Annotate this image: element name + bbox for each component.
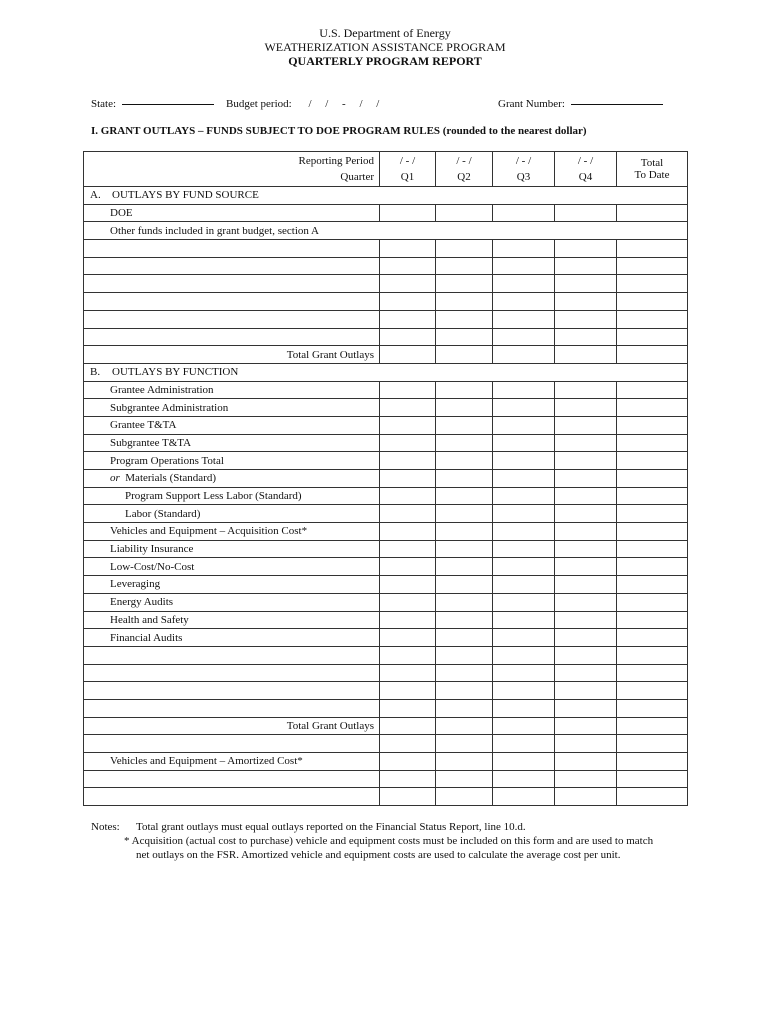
input-cell[interactable] [436, 257, 493, 275]
input-cell[interactable] [493, 399, 555, 417]
input-cell[interactable] [84, 699, 380, 717]
table-row-blank [84, 310, 688, 328]
row-label: Liability Insurance [84, 540, 380, 558]
table-row-program-support [84, 487, 688, 505]
program-name: WEATHERIZATION ASSISTANCE PROGRAM [264, 40, 506, 54]
input-cell[interactable] [493, 770, 555, 788]
input-cell[interactable] [493, 487, 555, 505]
row-label: Grantee T&TA [84, 416, 380, 434]
row-label: Health and Safety [84, 611, 380, 629]
state-field [91, 98, 214, 110]
table-row-blank [84, 257, 688, 275]
table-row-blank [84, 328, 688, 346]
input-cell[interactable] [436, 682, 493, 700]
input-cell[interactable] [436, 523, 493, 541]
input-cell[interactable] [436, 540, 493, 558]
input-cell[interactable] [617, 470, 688, 488]
input-cell[interactable] [555, 328, 617, 346]
input-cell[interactable] [493, 629, 555, 647]
input-cell[interactable] [380, 346, 436, 364]
input-cell[interactable] [555, 452, 617, 470]
input-cell[interactable] [555, 770, 617, 788]
input-cell[interactable] [380, 293, 436, 311]
input-cell[interactable] [493, 717, 555, 735]
input-cell[interactable] [617, 487, 688, 505]
input-cell[interactable] [555, 346, 617, 364]
input-cell[interactable] [84, 735, 380, 753]
input-cell[interactable] [555, 204, 617, 222]
input-cell[interactable] [436, 646, 493, 664]
table-row-health-safety [84, 611, 688, 629]
grant-number-label: Grant Number: [498, 98, 565, 110]
input-cell[interactable] [380, 240, 436, 258]
table-row-blank [84, 770, 688, 788]
section-b-header-row [84, 363, 688, 381]
table-row-program-ops [84, 452, 688, 470]
q4-header[interactable] [555, 152, 617, 187]
section-a-label: OUTLAYS BY FUND SOURCE [112, 189, 259, 202]
input-cell[interactable] [555, 470, 617, 488]
input-cell[interactable] [617, 576, 688, 594]
input-cell[interactable] [617, 416, 688, 434]
input-cell[interactable] [436, 434, 493, 452]
input-cell[interactable] [436, 770, 493, 788]
input-cell[interactable] [555, 381, 617, 399]
input-cell[interactable] [380, 328, 436, 346]
table-row-blank [84, 788, 688, 806]
section-b-title [84, 363, 688, 381]
input-cell[interactable] [617, 558, 688, 576]
table-row-grantee-tta [84, 416, 688, 434]
row-label: Energy Audits [84, 593, 380, 611]
input-cell[interactable] [380, 381, 436, 399]
input-cell[interactable] [555, 540, 617, 558]
section-a-title [84, 187, 688, 205]
input-cell[interactable] [84, 257, 380, 275]
to-date-label: To Date [634, 169, 670, 181]
table-row-blank [84, 699, 688, 717]
input-cell[interactable] [84, 788, 380, 806]
input-cell[interactable] [436, 788, 493, 806]
section-b-letter: B. [90, 366, 101, 379]
input-cell[interactable] [493, 576, 555, 594]
input-cell[interactable] [493, 452, 555, 470]
input-cell[interactable] [380, 682, 436, 700]
input-cell[interactable] [555, 257, 617, 275]
row-label: DOE [84, 204, 380, 222]
table-row-liability [84, 540, 688, 558]
state-label: State: [91, 98, 117, 110]
input-cell[interactable] [436, 717, 493, 735]
q4-label: Q4 [578, 171, 593, 183]
input-cell[interactable] [436, 293, 493, 311]
input-cell[interactable] [555, 275, 617, 293]
table-row-blank [84, 646, 688, 664]
section-a-header-row [84, 187, 688, 205]
input-cell[interactable] [380, 576, 436, 594]
input-cell[interactable] [493, 240, 555, 258]
table-row-blank [84, 293, 688, 311]
input-cell[interactable] [436, 310, 493, 328]
input-cell[interactable] [617, 735, 688, 753]
row-label: Program Operations Total [84, 452, 380, 470]
input-cell[interactable] [380, 257, 436, 275]
input-cell[interactable] [436, 240, 493, 258]
total-grant-outlays-label: Total Grant Outlays [84, 346, 380, 364]
input-cell[interactable] [555, 310, 617, 328]
input-cell[interactable] [493, 434, 555, 452]
input-cell[interactable] [617, 593, 688, 611]
input-cell[interactable] [493, 310, 555, 328]
input-cell[interactable] [380, 629, 436, 647]
note-line-2: * Acquisition (actual cost to purchase) vehicle and equipment costs must be included on this form and are used to match [124, 835, 654, 847]
input-cell[interactable] [380, 310, 436, 328]
row-label: Grantee Administration [84, 381, 380, 399]
input-cell[interactable] [617, 717, 688, 735]
input-cell[interactable] [380, 611, 436, 629]
input-cell[interactable] [493, 381, 555, 399]
input-cell[interactable] [617, 452, 688, 470]
input-cell[interactable] [617, 682, 688, 700]
input-cell[interactable] [493, 611, 555, 629]
input-cell[interactable] [493, 204, 555, 222]
grant-number-input[interactable] [571, 104, 663, 105]
input-cell[interactable] [555, 735, 617, 753]
input-cell[interactable] [436, 593, 493, 611]
q1-header[interactable] [380, 152, 436, 187]
grant-number-field [498, 98, 663, 110]
input-cell[interactable] [493, 788, 555, 806]
input-cell[interactable] [493, 275, 555, 293]
input-cell[interactable] [436, 399, 493, 417]
q3-period: / - / [515, 155, 532, 167]
input-cell[interactable] [555, 399, 617, 417]
input-cell[interactable] [84, 275, 380, 293]
input-cell[interactable] [555, 611, 617, 629]
row-label: Leveraging [84, 576, 380, 594]
input-cell[interactable] [380, 753, 436, 771]
input-cell[interactable] [555, 416, 617, 434]
input-cell[interactable] [493, 540, 555, 558]
outlays-table [83, 151, 688, 806]
input-cell[interactable] [493, 664, 555, 682]
table-row-vehicles-amortized [84, 753, 688, 771]
input-cell[interactable] [493, 593, 555, 611]
agency-name: U.S. Department of Energy [319, 26, 451, 40]
quarter-label: Quarter [340, 171, 374, 183]
input-cell[interactable] [617, 275, 688, 293]
budget-period-label: Budget period: [226, 98, 292, 110]
total-grant-outlays-label: Total Grant Outlays [84, 717, 380, 735]
input-cell[interactable] [380, 204, 436, 222]
input-cell[interactable] [617, 646, 688, 664]
table-row-low-cost [84, 558, 688, 576]
input-cell[interactable] [380, 558, 436, 576]
input-cell[interactable] [555, 505, 617, 523]
input-cell[interactable] [555, 593, 617, 611]
input-cell[interactable] [436, 452, 493, 470]
input-cell[interactable] [493, 416, 555, 434]
table-row-vehicles-acq [84, 523, 688, 541]
table-row-subgrantee-admin [84, 399, 688, 417]
input-cell[interactable] [380, 664, 436, 682]
table-row-grantee-admin [84, 381, 688, 399]
total-label: Total [640, 157, 664, 169]
table-row-leveraging [84, 576, 688, 594]
input-cell[interactable] [555, 788, 617, 806]
state-input[interactable] [122, 104, 214, 105]
input-cell[interactable] [617, 788, 688, 806]
input-cell[interactable] [617, 257, 688, 275]
row-label: Vehicles and Equipment – Amortized Cost* [84, 753, 380, 771]
table-row-materials [84, 470, 688, 488]
input-cell[interactable] [555, 293, 617, 311]
input-cell[interactable] [436, 470, 493, 488]
input-cell[interactable] [380, 452, 436, 470]
row-label: Subgrantee T&TA [84, 434, 380, 452]
input-cell[interactable] [84, 293, 380, 311]
total-header [617, 152, 688, 187]
table-row-energy-audits [84, 593, 688, 611]
table-row-blank [84, 664, 688, 682]
input-cell[interactable] [555, 487, 617, 505]
section-b-label: OUTLAYS BY FUNCTION [112, 366, 239, 379]
input-cell[interactable] [617, 381, 688, 399]
input-cell[interactable] [436, 204, 493, 222]
input-cell[interactable] [84, 328, 380, 346]
input-cell[interactable] [380, 399, 436, 417]
input-cell[interactable] [617, 293, 688, 311]
input-cell[interactable] [555, 646, 617, 664]
input-cell[interactable] [555, 664, 617, 682]
note-line-1: Total grant outlays must equal outlays reported on the Financial Status Report, line 10.d. [136, 821, 526, 833]
input-cell[interactable] [380, 505, 436, 523]
q1-period: / - / [399, 155, 416, 167]
input-cell[interactable] [617, 629, 688, 647]
input-cell[interactable] [380, 699, 436, 717]
input-cell[interactable] [617, 699, 688, 717]
table-header-row [84, 152, 688, 187]
input-cell[interactable] [617, 399, 688, 417]
input-cell[interactable] [493, 523, 555, 541]
input-cell[interactable] [493, 346, 555, 364]
table-row-doe [84, 204, 688, 222]
input-cell[interactable] [555, 629, 617, 647]
input-cell[interactable] [617, 770, 688, 788]
budget-period-input[interactable]: / / - / / [308, 98, 380, 110]
input-cell[interactable] [617, 240, 688, 258]
input-cell[interactable] [555, 240, 617, 258]
input-cell[interactable] [493, 328, 555, 346]
input-cell[interactable] [380, 470, 436, 488]
input-cell[interactable] [617, 664, 688, 682]
q4-period: / - / [577, 155, 594, 167]
q2-header[interactable] [436, 152, 493, 187]
or-word: or [110, 472, 120, 485]
input-cell[interactable] [555, 434, 617, 452]
budget-period-field [226, 98, 379, 110]
input-cell[interactable] [617, 611, 688, 629]
input-cell[interactable] [84, 646, 380, 664]
table-row-blank [84, 735, 688, 753]
input-cell[interactable] [436, 699, 493, 717]
row-label: Program Support Less Labor (Standard) [84, 487, 380, 505]
input-cell[interactable] [380, 646, 436, 664]
input-cell[interactable] [555, 753, 617, 771]
section-title: I. GRANT OUTLAYS – FUNDS SUBJECT TO DOE PROGRAM RULES (rounded to the nearest dollar) [91, 125, 587, 137]
input-cell[interactable] [617, 523, 688, 541]
input-cell[interactable] [436, 664, 493, 682]
reporting-period-label: Reporting Period [298, 155, 374, 167]
input-cell[interactable] [380, 770, 436, 788]
input-cell[interactable] [436, 576, 493, 594]
input-cell[interactable] [493, 753, 555, 771]
input-cell[interactable] [380, 717, 436, 735]
input-cell[interactable] [380, 540, 436, 558]
report-title: QUARTERLY PROGRAM REPORT [288, 54, 482, 68]
input-cell[interactable] [617, 753, 688, 771]
input-cell[interactable] [436, 505, 493, 523]
input-cell[interactable] [617, 505, 688, 523]
input-cell[interactable] [493, 558, 555, 576]
q3-header[interactable] [493, 152, 555, 187]
table-row-total-a [84, 346, 688, 364]
input-cell[interactable] [493, 293, 555, 311]
input-cell[interactable] [84, 240, 380, 258]
input-cell[interactable] [84, 310, 380, 328]
input-cell[interactable] [84, 664, 380, 682]
input-cell[interactable] [436, 611, 493, 629]
input-cell[interactable] [493, 699, 555, 717]
input-cell[interactable] [555, 717, 617, 735]
note-line-3: net outlays on the FSR. Amortized vehicle and equipment costs are used to calculate the average cost per unit. [136, 849, 621, 861]
input-cell[interactable] [436, 558, 493, 576]
input-cell[interactable] [493, 470, 555, 488]
q2-period: / - / [456, 155, 472, 167]
input-cell[interactable] [555, 699, 617, 717]
input-cell[interactable] [493, 257, 555, 275]
input-cell[interactable] [380, 788, 436, 806]
input-cell[interactable] [436, 381, 493, 399]
table-row-labor [84, 505, 688, 523]
input-cell[interactable] [617, 310, 688, 328]
table-row-other-funds [84, 222, 688, 240]
input-cell[interactable] [436, 629, 493, 647]
input-cell[interactable] [380, 487, 436, 505]
input-cell[interactable] [380, 434, 436, 452]
input-cell[interactable] [617, 540, 688, 558]
input-cell[interactable] [380, 275, 436, 293]
row-label: Other funds included in grant budget, section A [84, 222, 688, 240]
q2-label: Q2 [457, 171, 471, 183]
input-cell[interactable] [617, 204, 688, 222]
q3-label: Q3 [516, 171, 531, 183]
row-label: Low-Cost/No-Cost [84, 558, 380, 576]
row-label: Vehicles and Equipment – Acquisition Cost* [84, 523, 380, 541]
row-label: Labor (Standard) [84, 505, 380, 523]
row-label: Subgrantee Administration [84, 399, 380, 417]
table-row-subgrantee-tta [84, 434, 688, 452]
input-cell[interactable] [436, 487, 493, 505]
input-cell[interactable] [380, 593, 436, 611]
table-row-total-b [84, 717, 688, 735]
input-cell[interactable] [493, 682, 555, 700]
input-cell[interactable] [436, 416, 493, 434]
row-label: Financial Audits [84, 629, 380, 647]
row-label [84, 470, 380, 488]
input-cell[interactable] [617, 328, 688, 346]
table-row-blank [84, 240, 688, 258]
input-cell[interactable] [380, 416, 436, 434]
input-cell[interactable] [493, 646, 555, 664]
notes-label: Notes: [91, 821, 120, 833]
input-cell[interactable] [555, 558, 617, 576]
section-a-letter: A. [90, 189, 101, 202]
input-cell[interactable] [436, 753, 493, 771]
table-row-blank [84, 275, 688, 293]
input-cell[interactable] [84, 770, 380, 788]
reporting-period-header [84, 152, 380, 187]
input-cell[interactable] [555, 682, 617, 700]
input-cell[interactable] [436, 328, 493, 346]
table-row-blank [84, 682, 688, 700]
input-cell[interactable] [617, 434, 688, 452]
input-cell[interactable] [555, 576, 617, 594]
input-cell[interactable] [493, 735, 555, 753]
input-cell[interactable] [380, 735, 436, 753]
input-cell[interactable] [436, 346, 493, 364]
input-cell[interactable] [436, 275, 493, 293]
q1-label: Q1 [400, 171, 415, 183]
input-cell[interactable] [84, 682, 380, 700]
materials-label: Materials (Standard) [125, 472, 216, 485]
input-cell[interactable] [493, 505, 555, 523]
input-cell[interactable] [555, 523, 617, 541]
table-row-financial-audits [84, 629, 688, 647]
input-cell[interactable] [617, 346, 688, 364]
input-cell[interactable] [436, 735, 493, 753]
input-cell[interactable] [380, 523, 436, 541]
